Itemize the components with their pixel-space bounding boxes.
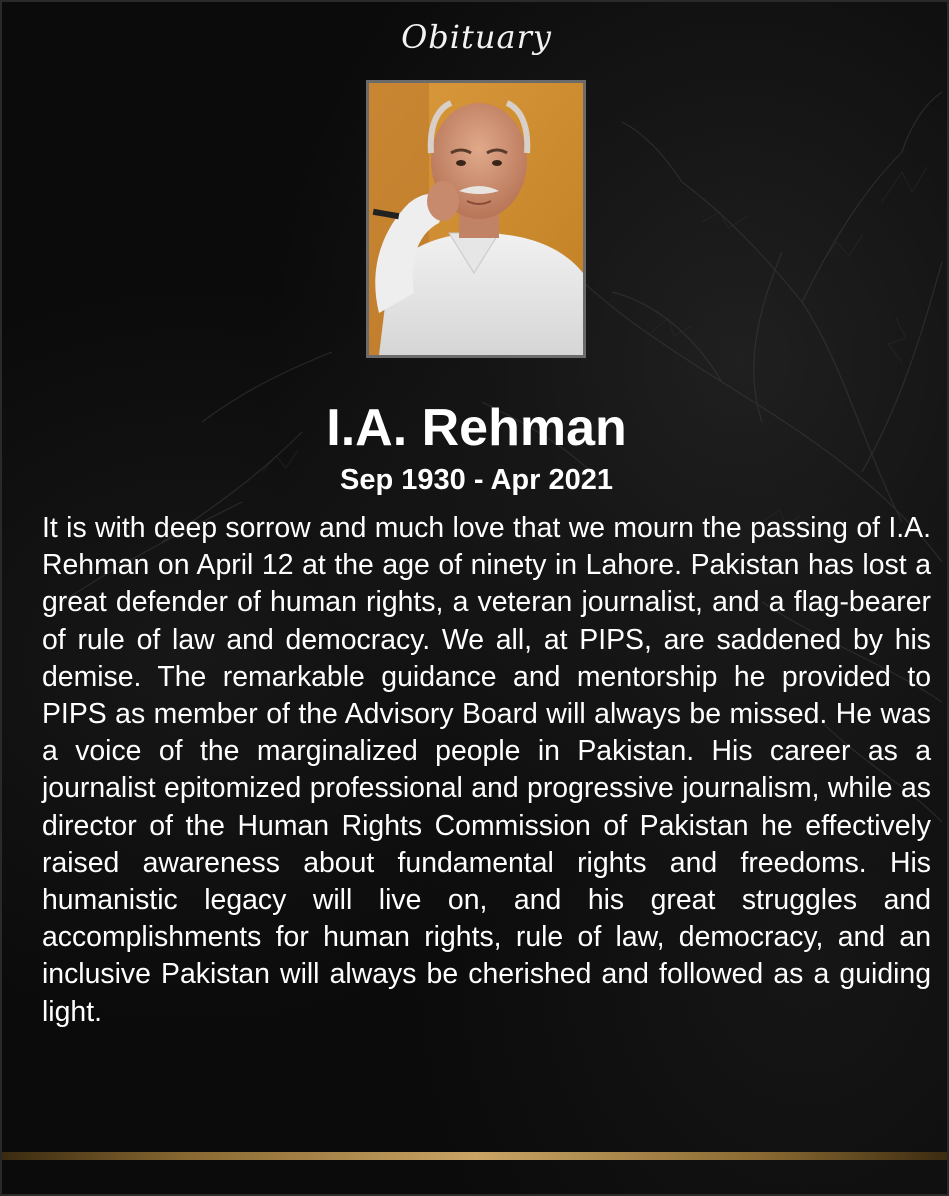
portrait-photo — [366, 80, 586, 358]
person-name: I.A. Rehman — [326, 399, 627, 457]
page-title: Obituary — [401, 18, 552, 56]
obituary-body-text: It is with deep sorrow and much love that we mourn the passing of I.A. Rehman on April 12 at the age of ninety in Lahore. Pakistan has lost a great defender of human rights, a veteran journalist, and a flag-bearer of rule of law and democracy. We all, at PIPS, are saddened by his demise. The remarkable guidance and mentorship he provided to PIPS as member of the Advisory Board will always be missed. He was a voice of the marginalized people in Pakistan. His career as a journalist epitomized professional and progressive journalism, while as director of the Human Rights Commission of Pakistan he effectively raised awareness about fundamental rights and freedoms. His humanistic legacy will live on, and his great struggles and accomplishments for human rights, rule of law, democracy, and an inclusive Pakistan will always be cherished and followed as a guiding light. — [42, 512, 931, 1028]
life-dates: Sep 1930 - Apr 2021 — [340, 464, 613, 496]
gold-divider-bar — [2, 1152, 949, 1160]
